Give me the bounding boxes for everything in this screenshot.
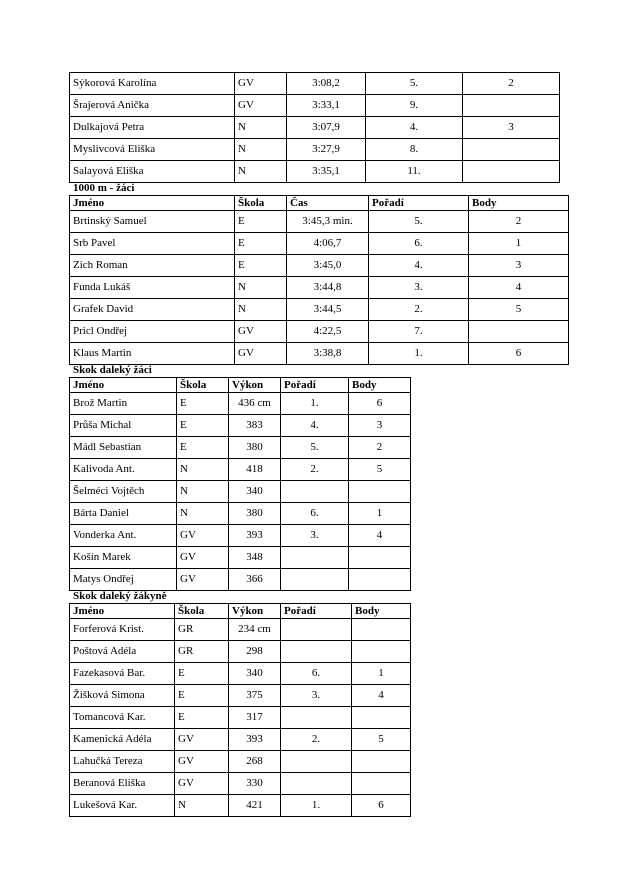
cell-name: Forferová Krist. [70,619,175,641]
cell-school: E [177,415,229,437]
table-row [70,641,411,663]
table-row [70,117,560,139]
table-body [70,73,560,183]
table-body [70,393,411,591]
table-row [70,773,411,795]
table-row [70,795,411,817]
cell-result: 393 [229,729,281,751]
cell-rank: 2. [281,729,352,751]
cell-rank: 11. [366,161,463,183]
header-cell-school: Škola [235,196,287,211]
cell-school: N [177,481,229,503]
cell-result: 3:33,1 [287,95,366,117]
cell-points [352,641,411,663]
cell-result: 298 [229,641,281,663]
table-row [70,73,560,95]
cell-school: N [235,117,287,139]
table-row [70,481,411,503]
cell-points: 3 [469,255,569,277]
cell-result: 3:38,8 [287,343,369,365]
cell-school: N [235,277,287,299]
cell-name: Dulkajová Petra [70,117,235,139]
cell-rank: 4. [281,415,349,437]
cell-points [352,619,411,641]
cell-name: Zich Roman [70,255,235,277]
cell-name: Salayová Eliška [70,161,235,183]
cell-school: E [235,211,287,233]
cell-result: 340 [229,481,281,503]
header-cell-name: Jméno [70,378,177,393]
cell-points: 4 [352,685,411,707]
cell-points [469,321,569,343]
cell-name: Sýkorová Karolína [70,73,235,95]
cell-school: E [177,393,229,415]
cell-rank [281,751,352,773]
cell-result: 234 cm [229,619,281,641]
table-row [70,95,560,117]
table-row [70,233,569,255]
cell-points: 1 [349,503,411,525]
table-row [70,663,411,685]
table-row [70,729,411,751]
cell-rank: 3. [369,277,469,299]
cell-school: N [235,139,287,161]
cell-school: N [235,161,287,183]
header-cell-points: Body [349,378,411,393]
cell-rank: 8. [366,139,463,161]
cell-name: Bárta Daniel [70,503,177,525]
cell-school: GV [177,569,229,591]
cell-school: GV [235,73,287,95]
cell-rank [281,619,352,641]
cell-school: GV [177,525,229,547]
cell-name: Košín Marek [70,547,177,569]
header-cell-school: Škola [175,604,229,619]
cell-name: Grafek David [70,299,235,321]
cell-result: 3:44,8 [287,277,369,299]
cell-rank [281,707,352,729]
header-cell-points: Body [352,604,411,619]
table-row [70,255,569,277]
cell-result: 393 [229,525,281,547]
table-header [70,196,569,211]
cell-rank: 4. [366,117,463,139]
results-table-girls-run [69,72,560,183]
cell-school: E [235,233,287,255]
cell-rank: 1. [369,343,469,365]
section-title-long-jump-boys: Skok daleký žáci [73,364,152,376]
cell-points [349,547,411,569]
section-title-long-jump-girls: Skok daleký žákyně [73,590,167,602]
table-row [70,547,411,569]
table-row [70,161,560,183]
cell-points: 5 [349,459,411,481]
cell-result: 330 [229,773,281,795]
cell-points [349,481,411,503]
cell-school: N [177,459,229,481]
section-title-1000m-boys: 1000 m - žáci [73,182,135,194]
cell-name: Pricl Ondřej [70,321,235,343]
table-row [70,139,560,161]
table-row [70,459,411,481]
cell-rank: 3. [281,685,352,707]
table-row [70,503,411,525]
cell-rank [281,547,349,569]
cell-name: Lahučká Tereza [70,751,175,773]
cell-name: Žišková Simona [70,685,175,707]
cell-rank: 4. [369,255,469,277]
table-row [70,685,411,707]
cell-school: GV [235,343,287,365]
cell-school: GV [175,751,229,773]
cell-result: 268 [229,751,281,773]
table-row [70,415,411,437]
cell-school: GV [235,95,287,117]
cell-points: 1 [469,233,569,255]
cell-rank: 6. [369,233,469,255]
cell-school: E [235,255,287,277]
cell-points: 5 [352,729,411,751]
header-cell-points: Body [469,196,569,211]
header-cell-result: Čas [287,196,369,211]
cell-result: 317 [229,707,281,729]
cell-result: 436 cm [229,393,281,415]
cell-result: 4:06,7 [287,233,369,255]
cell-result: 340 [229,663,281,685]
cell-points: 4 [469,277,569,299]
cell-points: 3 [349,415,411,437]
cell-school: GV [235,321,287,343]
cell-rank: 3. [281,525,349,547]
cell-points [463,95,560,117]
cell-name: Funda Lukáš [70,277,235,299]
header-cell-rank: Pořadí [281,604,352,619]
header-cell-name: Jméno [70,196,235,211]
cell-points [352,707,411,729]
cell-points: 2 [463,73,560,95]
cell-rank: 7. [369,321,469,343]
cell-points [463,161,560,183]
cell-rank: 5. [366,73,463,95]
results-table-long-jump-boys [69,377,411,591]
cell-rank: 5. [369,211,469,233]
table-header [70,378,411,393]
cell-name: Brož Martin [70,393,177,415]
cell-rank [281,641,352,663]
table-row [70,321,569,343]
cell-points [463,139,560,161]
cell-school: GR [175,641,229,663]
cell-result: 383 [229,415,281,437]
table-body [70,211,569,365]
cell-school: E [175,663,229,685]
cell-school: GV [175,729,229,751]
table-row [70,619,411,641]
cell-name: Mádl Sebastian [70,437,177,459]
header-row [70,378,411,393]
table-row [70,277,569,299]
cell-name: Průša Michal [70,415,177,437]
cell-school: GR [175,619,229,641]
cell-result: 421 [229,795,281,817]
cell-name: Myslivcová Eliška [70,139,235,161]
cell-name: Poštová Adéla [70,641,175,663]
cell-rank: 1. [281,795,352,817]
cell-points: 5 [469,299,569,321]
table-row [70,707,411,729]
table-row [70,569,411,591]
cell-school: N [235,299,287,321]
cell-name: Šelméci Vojtěch [70,481,177,503]
cell-points [352,773,411,795]
cell-name: Kamenická Adéla [70,729,175,751]
cell-rank: 1. [281,393,349,415]
cell-result: 348 [229,547,281,569]
cell-name: Tomancová Kar. [70,707,175,729]
cell-result: 366 [229,569,281,591]
table-body [70,619,411,817]
cell-result: 3:27,9 [287,139,366,161]
cell-rank [281,481,349,503]
results-table-1000m-boys [69,195,569,365]
results-table-long-jump-girls [69,603,411,817]
cell-points: 3 [463,117,560,139]
table-row [70,437,411,459]
table-header [70,604,411,619]
cell-result: 3:45,0 [287,255,369,277]
cell-school: GV [175,773,229,795]
cell-points: 6 [349,393,411,415]
header-cell-result: Výkon [229,378,281,393]
cell-name: Klaus Martin [70,343,235,365]
cell-points: 4 [349,525,411,547]
cell-school: GV [177,547,229,569]
cell-result: 375 [229,685,281,707]
cell-result: 3:44,5 [287,299,369,321]
table-row [70,299,569,321]
header-row [70,196,569,211]
table-row [70,343,569,365]
cell-name: Brtinský Samuel [70,211,235,233]
cell-points [352,751,411,773]
cell-result: 380 [229,437,281,459]
cell-rank: 5. [281,437,349,459]
cell-result: 4:22,5 [287,321,369,343]
header-cell-rank: Pořadí [281,378,349,393]
cell-rank: 2. [369,299,469,321]
cell-result: 3:08,2 [287,73,366,95]
header-cell-result: Výkon [229,604,281,619]
cell-result: 3:35,1 [287,161,366,183]
header-cell-name: Jméno [70,604,175,619]
cell-school: E [175,685,229,707]
cell-school: N [177,503,229,525]
cell-points: 2 [349,437,411,459]
table-row [70,525,411,547]
table-row [70,393,411,415]
cell-points: 6 [352,795,411,817]
cell-rank: 2. [281,459,349,481]
cell-result: 380 [229,503,281,525]
header-row [70,604,411,619]
cell-name: Beranová Eliška [70,773,175,795]
header-cell-rank: Pořadí [369,196,469,211]
cell-name: Šrajerová Anička [70,95,235,117]
table-row [70,751,411,773]
table-row [70,211,569,233]
cell-points: 2 [469,211,569,233]
cell-points: 1 [352,663,411,685]
cell-result: 3:07,9 [287,117,366,139]
cell-rank: 9. [366,95,463,117]
cell-school: N [175,795,229,817]
cell-rank [281,569,349,591]
cell-result: 418 [229,459,281,481]
cell-rank: 6. [281,503,349,525]
cell-school: E [175,707,229,729]
cell-name: Srb Pavel [70,233,235,255]
cell-rank [281,773,352,795]
cell-points [349,569,411,591]
cell-school: E [177,437,229,459]
cell-name: Matys Ondřej [70,569,177,591]
cell-rank: 6. [281,663,352,685]
cell-name: Kalivoda Ant. [70,459,177,481]
cell-name: Vonderka Ant. [70,525,177,547]
header-cell-school: Škola [177,378,229,393]
cell-name: Lukešová Kar. [70,795,175,817]
cell-points: 6 [469,343,569,365]
cell-name: Fazekasová Bar. [70,663,175,685]
cell-result: 3:45,3 min. [287,211,369,233]
